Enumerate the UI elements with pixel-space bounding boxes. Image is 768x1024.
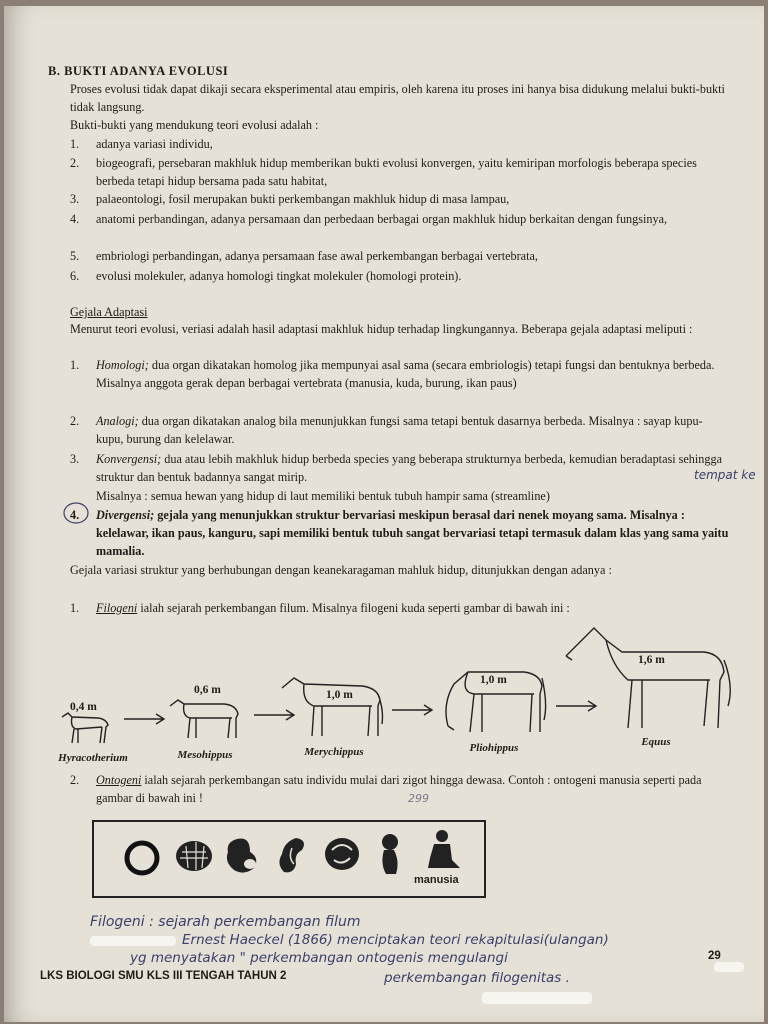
term: Analogi; xyxy=(96,414,139,428)
item-number: 1. xyxy=(70,601,80,615)
embryo-stage-icon xyxy=(322,834,364,878)
definition: ialah sejarah perkembangan satu individu mulai dari zigot hingga dewasa. Contoh : ontogeni manusia seperti pada gambar di bawah ini ! xyxy=(96,773,702,805)
adaptasi-intro: Menurut teori evolusi, veriasi adalah hasil adaptasi makhluk hidup terhadap lingkungannya. Beberapa gejala adaptasi meliputi : xyxy=(70,322,693,336)
item-text: palaeontologi, fosil merupakan bukti perkembangan makhluk hidup di masa lampau, xyxy=(96,192,510,206)
page-ref-note: 299 xyxy=(408,792,429,805)
embryo-stage-icon xyxy=(272,834,312,878)
definition: gejala yang menunjukkan struktur bervariasi meskipun berasal dari nenek moyang sama. Misalnya : kelelawar, ikan paus, kanguru, sapi memiliki bentuk tubuh sangat bervariasi tetapi termasuk dalam klas yang sama yaitu mamalia. xyxy=(96,508,729,558)
evidence-item xyxy=(70,247,730,267)
item-number: 3. xyxy=(70,192,80,206)
term: Filogeni xyxy=(96,601,138,615)
definition: ialah sejarah perkembangan filum. Misalnya filogeni kuda seperti gambar di bawah ini : xyxy=(137,601,570,615)
horse-size: 0,6 m xyxy=(194,684,221,696)
document-page xyxy=(4,6,764,1022)
item-number: 1. xyxy=(70,358,80,372)
ontogeny-figure xyxy=(92,820,486,898)
item-text xyxy=(96,599,730,617)
item-text: evolusi molekuler, adanya homologi tingkat molekuler (homologi protein). xyxy=(96,269,462,283)
section-title: B. BUKTI ADANYA EVOLUSI xyxy=(48,64,229,78)
adaptasi-item xyxy=(70,487,730,506)
handwritten-line-2: Ernest Haeckel (1866) menciptakan teori rekapitulasi(ulangan) xyxy=(182,932,609,948)
horse-caption: Hyracotherium xyxy=(58,752,128,764)
correction-mark xyxy=(714,962,744,972)
item-text xyxy=(96,356,730,392)
item-text: anatomi perbandingan, adanya persamaan dan perbedaan berbagai organ makhluk hidup berkaitan dengan fungsinya, xyxy=(96,212,668,226)
ontogeny-label: manusia xyxy=(414,874,459,886)
term: Divergensi; xyxy=(96,508,155,522)
embryo-stage-icon xyxy=(220,834,264,878)
term: Homologi; xyxy=(96,358,149,372)
pen-circle-mark xyxy=(62,501,92,527)
definition: dua organ dikatakan analog bila menunjukkan fungsi sama tetapi bentuk dasarnya berbeda. Misalnya : sayap kupu-kupu, burung dan kelelawar. xyxy=(96,414,703,446)
arrow-icon xyxy=(124,713,168,725)
zygote-icon xyxy=(124,840,164,878)
adaptasi-item xyxy=(70,412,730,450)
adaptasi-list xyxy=(70,356,730,562)
term: Konvergensi; xyxy=(96,452,162,466)
horse-caption: Merychippus xyxy=(304,746,364,758)
variasi-intro: Gejala variasi struktur yang berhubungan dengan keanekaragaman mahluk hidup, ditunjukkan dengan adanya : xyxy=(70,563,612,577)
adaptasi-heading: Gejala Adaptasi xyxy=(70,305,148,319)
item-text xyxy=(96,450,730,486)
item-number: 2. xyxy=(70,414,80,428)
horse-caption: Pliohippus xyxy=(469,742,519,754)
definition: dua atau lebih makhluk hidup berbeda species yang beberapa strukturnya berbeda, kemudian beradaptasi sehingga struktur dan bentuk badannya sangat mirip. xyxy=(96,452,722,484)
item-text xyxy=(96,412,730,448)
term: Ontogeni xyxy=(96,773,142,787)
item-number: 4. xyxy=(70,508,80,522)
item-number: 4. xyxy=(70,212,80,226)
horse-size: 1,6 m xyxy=(638,654,665,666)
horse-caption: Mesohippus xyxy=(177,749,233,761)
handwritten-line-1: Filogeni : sejarah perkembangan filum xyxy=(90,914,361,930)
item-number: 2. xyxy=(70,156,80,170)
handwritten-line-4: perkembangan filogenitas . xyxy=(384,970,570,986)
hyracotherium-drawing xyxy=(58,709,114,745)
footer-book-title: LKS BIOLOGI SMU KLS III TENGAH TAHUN 2 xyxy=(40,970,287,982)
adaptasi-item xyxy=(70,450,730,487)
horse-size: 1,0 m xyxy=(480,674,507,686)
correction-mark xyxy=(90,936,176,946)
evidence-item xyxy=(70,210,730,247)
mesohippus-drawing xyxy=(168,696,244,742)
human-figure-icon xyxy=(420,828,462,874)
item-number: 5. xyxy=(70,249,80,263)
arrow-icon xyxy=(392,704,436,716)
correction-mark xyxy=(482,992,592,1004)
evidence-list xyxy=(70,135,730,287)
page-number: 29 xyxy=(708,950,721,962)
evidence-item xyxy=(70,190,730,210)
item-text: Misalnya : semua hewan yang hidup di laut memiliki bentuk tubuh hampir sama (streamline) xyxy=(96,489,550,503)
item-text xyxy=(96,506,730,560)
margin-note: tempat ke xyxy=(694,468,756,482)
merychippus-drawing xyxy=(280,674,386,738)
definition: dua organ dikatakan homolog jika mempunyai asal sama (secara embriologis) tetapi fungsi dan bentuknya berbeda. Misalnya anggota gerak depan berbagai vertebrata (manusia, kuda, burung, ikan paus) xyxy=(96,358,715,390)
fetus-icon xyxy=(376,832,406,878)
pliohippus-drawing xyxy=(440,664,548,734)
section-intro: Proses evolusi tidak dapat dikaji secara eksperimental atau empiris, oleh karena itu proses ini hanya bisa didukung melalui bukti-bukti tidak langsung. xyxy=(70,82,725,114)
arrow-icon xyxy=(556,700,600,712)
item-text: biogeografi, persebaran makhluk hidup memberikan bukti evolusi konvergen, yaitu kemiripan morfologis beberapa species berbeda tetapi hidup bersama pada satu habitat, xyxy=(96,156,697,188)
item-number: 6. xyxy=(70,269,80,283)
evidence-item xyxy=(70,135,730,154)
evidence-item xyxy=(70,154,730,190)
horse-size: 0,4 m xyxy=(70,701,97,713)
handwritten-line-3: yg menyatakan " perkembangan ontogenis mengulangi xyxy=(130,950,508,966)
morula-icon xyxy=(174,838,218,876)
item-number: 2. xyxy=(70,773,80,787)
item-number: 1. xyxy=(70,137,80,151)
adaptasi-item xyxy=(70,356,730,412)
horse-size: 1,0 m xyxy=(326,689,353,701)
item-number: 3. xyxy=(70,452,80,466)
item-text: adanya variasi individu, xyxy=(96,137,213,151)
adaptasi-item xyxy=(70,506,730,562)
evidence-intro: Bukti-bukti yang mendukung teori evolusi adalah : xyxy=(70,118,319,132)
evidence-item xyxy=(70,267,730,287)
equus-drawing xyxy=(564,626,734,732)
arrow-icon xyxy=(254,709,298,721)
item-text: embriologi perbandingan, adanya persamaan fase awal perkembangan berbagai vertebrata, xyxy=(96,249,538,263)
horse-caption: Equus xyxy=(641,736,671,748)
